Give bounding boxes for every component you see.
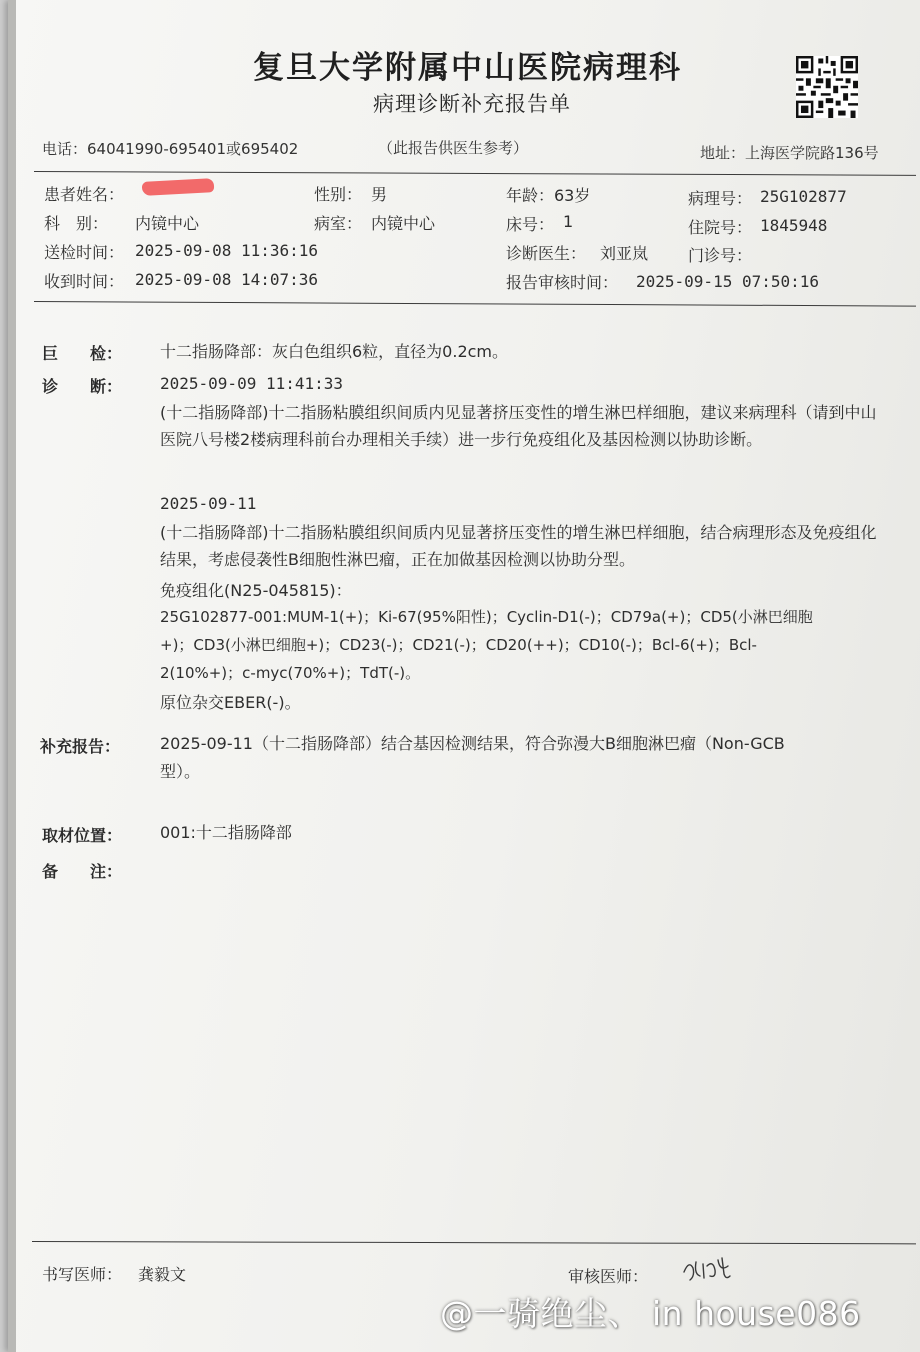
ish-result: 原位杂交EBER(-)。 (160, 693, 301, 712)
received-time-label: 收到时间： (44, 272, 125, 291)
diagnosis-date-1: 2025-09-09 11:41:33 (160, 374, 344, 393)
sex-label: 性别： (314, 185, 363, 204)
admission-no-label: 住院号： (688, 218, 753, 237)
watermark-text: @一骑绝尘、 in house086 (440, 1294, 861, 1333)
ihc-line-1: 25G102877-001:MUM-1(+)；Ki-67(95%阳性)；Cyclin-D1(-)；CD79a(+)；CD5(小淋巴细胞 (160, 608, 813, 626)
supplement-line-1: 2025-09-11（十二指肠降部）结合基因检测结果，符合弥漫大B细胞淋巴瘤（Non-GCB (160, 734, 785, 753)
supplement-label: 补充报告： (40, 737, 121, 756)
ward-label: 病室： (314, 214, 363, 233)
age-label: 年龄： (506, 186, 555, 205)
reviewer-signature (680, 1254, 732, 1284)
sent-time: 2025-09-08 11:36:16 (135, 241, 319, 260)
gross-label: 巨 检： (42, 344, 123, 363)
pathology-no: 25G102877 (760, 187, 847, 206)
review-time-label: 报告审核时间： (506, 273, 619, 292)
paper-edge (8, 0, 16, 1352)
name-redaction (142, 178, 215, 196)
ihc-line-2: +)；CD3(小淋巴细胞+)；CD23(-)；CD21(-)；CD20(++)；CD10(-)；Bcl-6(+)；Bcl- (160, 636, 757, 654)
diagnosis-paragraph-1: (十二指肠降部)十二指肠粘膜组织间质内见显著挤压变性的增生淋巴样细胞，建议来病理科（请到中山医院八号楼2楼病理科前台办理相关手续）进一步行免疫组化及基因检测以协助诊断。 (160, 403, 877, 449)
pathology-no-label: 病理号： (688, 189, 753, 208)
qr-code-icon (796, 56, 858, 118)
bed-label: 床号： (506, 215, 555, 234)
age-value: 63岁 (554, 186, 591, 205)
department-label: 科 别： (44, 214, 109, 233)
report-paper (8, 0, 920, 1352)
ward-value: 内镜中心 (371, 214, 436, 233)
review-time: 2025-09-15 07:50:16 (636, 272, 820, 291)
remarks-label: 备 注： (42, 862, 123, 881)
diagnosis-label: 诊 断： (42, 377, 123, 396)
reference-note: （此报告供医生参考） (378, 139, 529, 157)
writer-label: 书写医师： (42, 1265, 123, 1284)
footer-divider (32, 1241, 916, 1244)
report-title: 病理诊断补充报告单 (373, 92, 571, 116)
department-value: 内镜中心 (135, 214, 200, 233)
diagnosis-date-2: 2025-09-11 (160, 494, 257, 513)
sampling-label: 取材位置： (42, 826, 123, 845)
bed-value: 1 (563, 212, 574, 231)
supplement-line-2: 型）。 (160, 762, 201, 781)
phone-number: 电话：64041990-695401或695402 (42, 140, 299, 158)
doctor-name: 刘亚岚 (600, 244, 649, 263)
header-divider (34, 171, 916, 176)
sent-time-label: 送检时间： (44, 243, 125, 262)
clinic-no-label: 门诊号： (688, 246, 753, 265)
patient-name-label: 患者姓名： (44, 185, 125, 204)
info-divider (34, 301, 916, 307)
diagnosis-paragraph-2: (十二指肠降部)十二指肠粘膜组织间质内见显著挤压变性的增生淋巴样细胞，结合病理形态及免疫组化结果，考虑侵袭性B细胞性淋巴瘤，正在加做基因检测以协助分型。 (160, 523, 877, 569)
reviewer-label: 审核医师： (568, 1267, 649, 1286)
ihc-title: 免疫组化(N25-045815)： (160, 581, 352, 600)
hospital-address: 地址：上海医学院路136号 (700, 144, 879, 162)
writer-name: 龚毅文 (138, 1265, 187, 1284)
hospital-title: 复旦大学附属中山医院病理科 (253, 50, 682, 86)
gross-text: 十二指肠降部：灰白色组织6粒，直径为0.2cm。 (160, 342, 509, 361)
received-time: 2025-09-08 14:07:36 (135, 270, 319, 289)
sex-value: 男 (371, 185, 388, 204)
ihc-line-3: 2(10%+)；c-myc(70%+)；TdT(-)。 (160, 664, 421, 682)
doctor-label: 诊断医生： (506, 244, 587, 263)
sampling-text: 001:十二指肠降部 (160, 823, 292, 842)
admission-no: 1845948 (760, 216, 828, 235)
